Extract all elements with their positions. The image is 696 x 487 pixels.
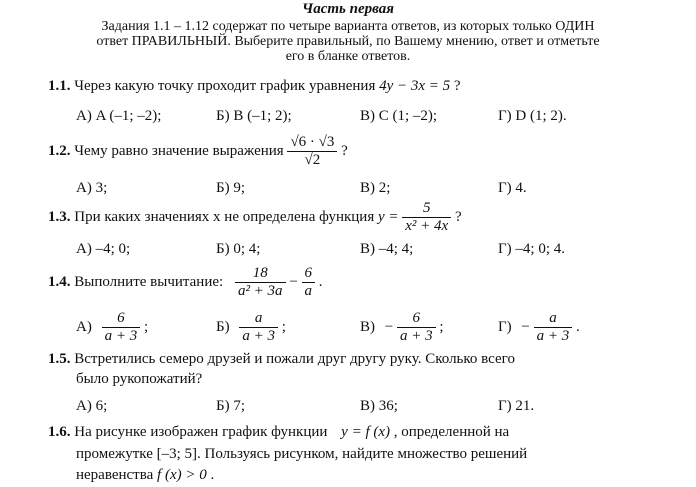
- question-1-1: [48, 78, 461, 95]
- option-sign: −: [384, 319, 394, 335]
- intro-line-1: Задания 1.1 – 1.12 содержат по четыре варианта ответов, из которых только ОДИН: [101, 19, 595, 34]
- fraction-numerator: 18: [235, 265, 286, 283]
- question-1-5: [48, 351, 648, 368]
- option-fraction: [534, 310, 573, 345]
- fraction-numerator: 6: [397, 310, 436, 328]
- question-text-line-3b: .: [210, 467, 215, 483]
- option-fraction: [239, 310, 278, 345]
- question-text-line-3a: неравенства: [76, 467, 154, 483]
- fraction-numerator: a: [239, 310, 278, 328]
- option-c[interactable]: В) –4; 4;: [360, 241, 414, 257]
- option-label: В): [360, 319, 375, 335]
- option-b[interactable]: Б) 0; 4;: [216, 241, 261, 257]
- question-1-4: [48, 265, 323, 300]
- fraction-numerator: 6: [102, 310, 141, 328]
- option-sign: −: [521, 319, 530, 335]
- question-number: 1.4.: [48, 274, 71, 290]
- fraction-numerator: √6 · √3: [287, 134, 337, 152]
- option-b[interactable]: Б) B (–1; 2);: [216, 108, 292, 124]
- fraction-denominator: √2: [304, 152, 321, 168]
- question-number: 1.5.: [48, 351, 71, 367]
- question-end: ?: [453, 78, 461, 94]
- option-a[interactable]: А) A (–1; –2);: [76, 108, 162, 124]
- expression-fraction: [287, 134, 337, 169]
- fraction-denominator: a + 3: [536, 328, 570, 344]
- question-number: 1.1.: [48, 78, 71, 94]
- option-fraction: [102, 310, 141, 345]
- option-label: Б): [216, 319, 230, 335]
- question-text: Выполните вычитание:: [74, 274, 224, 290]
- option-a[interactable]: А) 6;: [76, 398, 108, 414]
- option-fraction: [397, 310, 436, 345]
- question-text: Через какую точку проходит график уравнения: [74, 78, 376, 94]
- equation: 4y − 3x = 5: [379, 78, 451, 94]
- option-c[interactable]: В) 2;: [360, 180, 391, 196]
- question-text-line-1a: На рисунке изображен график функции: [74, 424, 328, 440]
- question-text: Чему равно значение выражения: [74, 143, 284, 159]
- section-title: Часть первая: [302, 1, 394, 17]
- fraction-denominator: a + 3: [242, 328, 275, 344]
- question-1-6-line-3: [76, 467, 214, 484]
- function-expression: y = f (x): [341, 424, 391, 440]
- option-end: .: [576, 319, 580, 335]
- question-1-5-line-2: было рукопожатий?: [76, 371, 203, 387]
- question-text: При каких значениях x не определена функция: [74, 209, 375, 225]
- option-end: ;: [439, 319, 444, 335]
- fraction-denominator: a + 3: [399, 328, 433, 344]
- option-d[interactable]: [498, 310, 580, 345]
- intro-line-3: его в бланке ответов.: [285, 49, 411, 64]
- question-end: .: [318, 274, 323, 290]
- option-b[interactable]: Б) 7;: [216, 398, 246, 414]
- option-b[interactable]: [216, 310, 286, 345]
- question-end: ?: [341, 143, 348, 159]
- fraction-numerator: 6: [302, 265, 316, 283]
- fraction-denominator: a² + 3a: [237, 283, 283, 299]
- question-end: ?: [454, 209, 462, 225]
- question-1-6-line-2: промежутке [–3; 5]. Пользуясь рисунком, найдите множество решений: [76, 446, 528, 462]
- question-number: 1.3.: [48, 209, 71, 225]
- option-d[interactable]: Г) –4; 0; 4.: [498, 241, 566, 257]
- option-d[interactable]: Г) D (1; 2).: [498, 108, 567, 124]
- option-end: ;: [281, 319, 286, 335]
- option-end: ;: [143, 319, 149, 335]
- question-number: 1.2.: [48, 143, 71, 159]
- option-label: А): [76, 319, 92, 335]
- question-1-2: [48, 134, 348, 169]
- fraction-1: [235, 265, 286, 300]
- option-c[interactable]: В) 36;: [360, 398, 398, 414]
- minus-sign: −: [289, 274, 298, 290]
- question-1-3: [48, 200, 462, 235]
- fraction-numerator: 5: [402, 200, 451, 218]
- option-a[interactable]: А) –4; 0;: [76, 241, 131, 257]
- option-c[interactable]: В) C (1; –2);: [360, 108, 438, 124]
- fraction-denominator: a + 3: [104, 328, 138, 344]
- option-b[interactable]: Б) 9;: [216, 180, 246, 196]
- option-c[interactable]: [360, 310, 444, 345]
- option-label: Г): [498, 319, 512, 335]
- fraction-denominator: a: [304, 283, 313, 299]
- fraction-numerator: a: [534, 310, 573, 328]
- option-a[interactable]: [76, 310, 148, 345]
- fraction-2: [302, 265, 316, 300]
- function-lhs: y =: [377, 209, 399, 225]
- question-number: 1.6.: [48, 424, 71, 440]
- option-d[interactable]: Г) 21.: [498, 398, 535, 414]
- question-1-6: [48, 424, 509, 441]
- option-d[interactable]: Г) 4.: [498, 180, 527, 196]
- intro-line-2: ответ ПРАВИЛЬНЫЙ. Выберите правильный, по Вашему мнению, ответ и отметьте: [96, 34, 600, 49]
- question-text-line-1b: , определенной на: [393, 424, 510, 440]
- fraction-denominator: x² + 4x: [405, 218, 449, 234]
- question-text-line-1: Встретились семеро друзей и пожали друг другу руку. Сколько всего: [74, 351, 515, 367]
- inequality: f (x) > 0: [157, 467, 207, 483]
- option-a[interactable]: А) 3;: [76, 180, 108, 196]
- function-fraction: [402, 200, 451, 235]
